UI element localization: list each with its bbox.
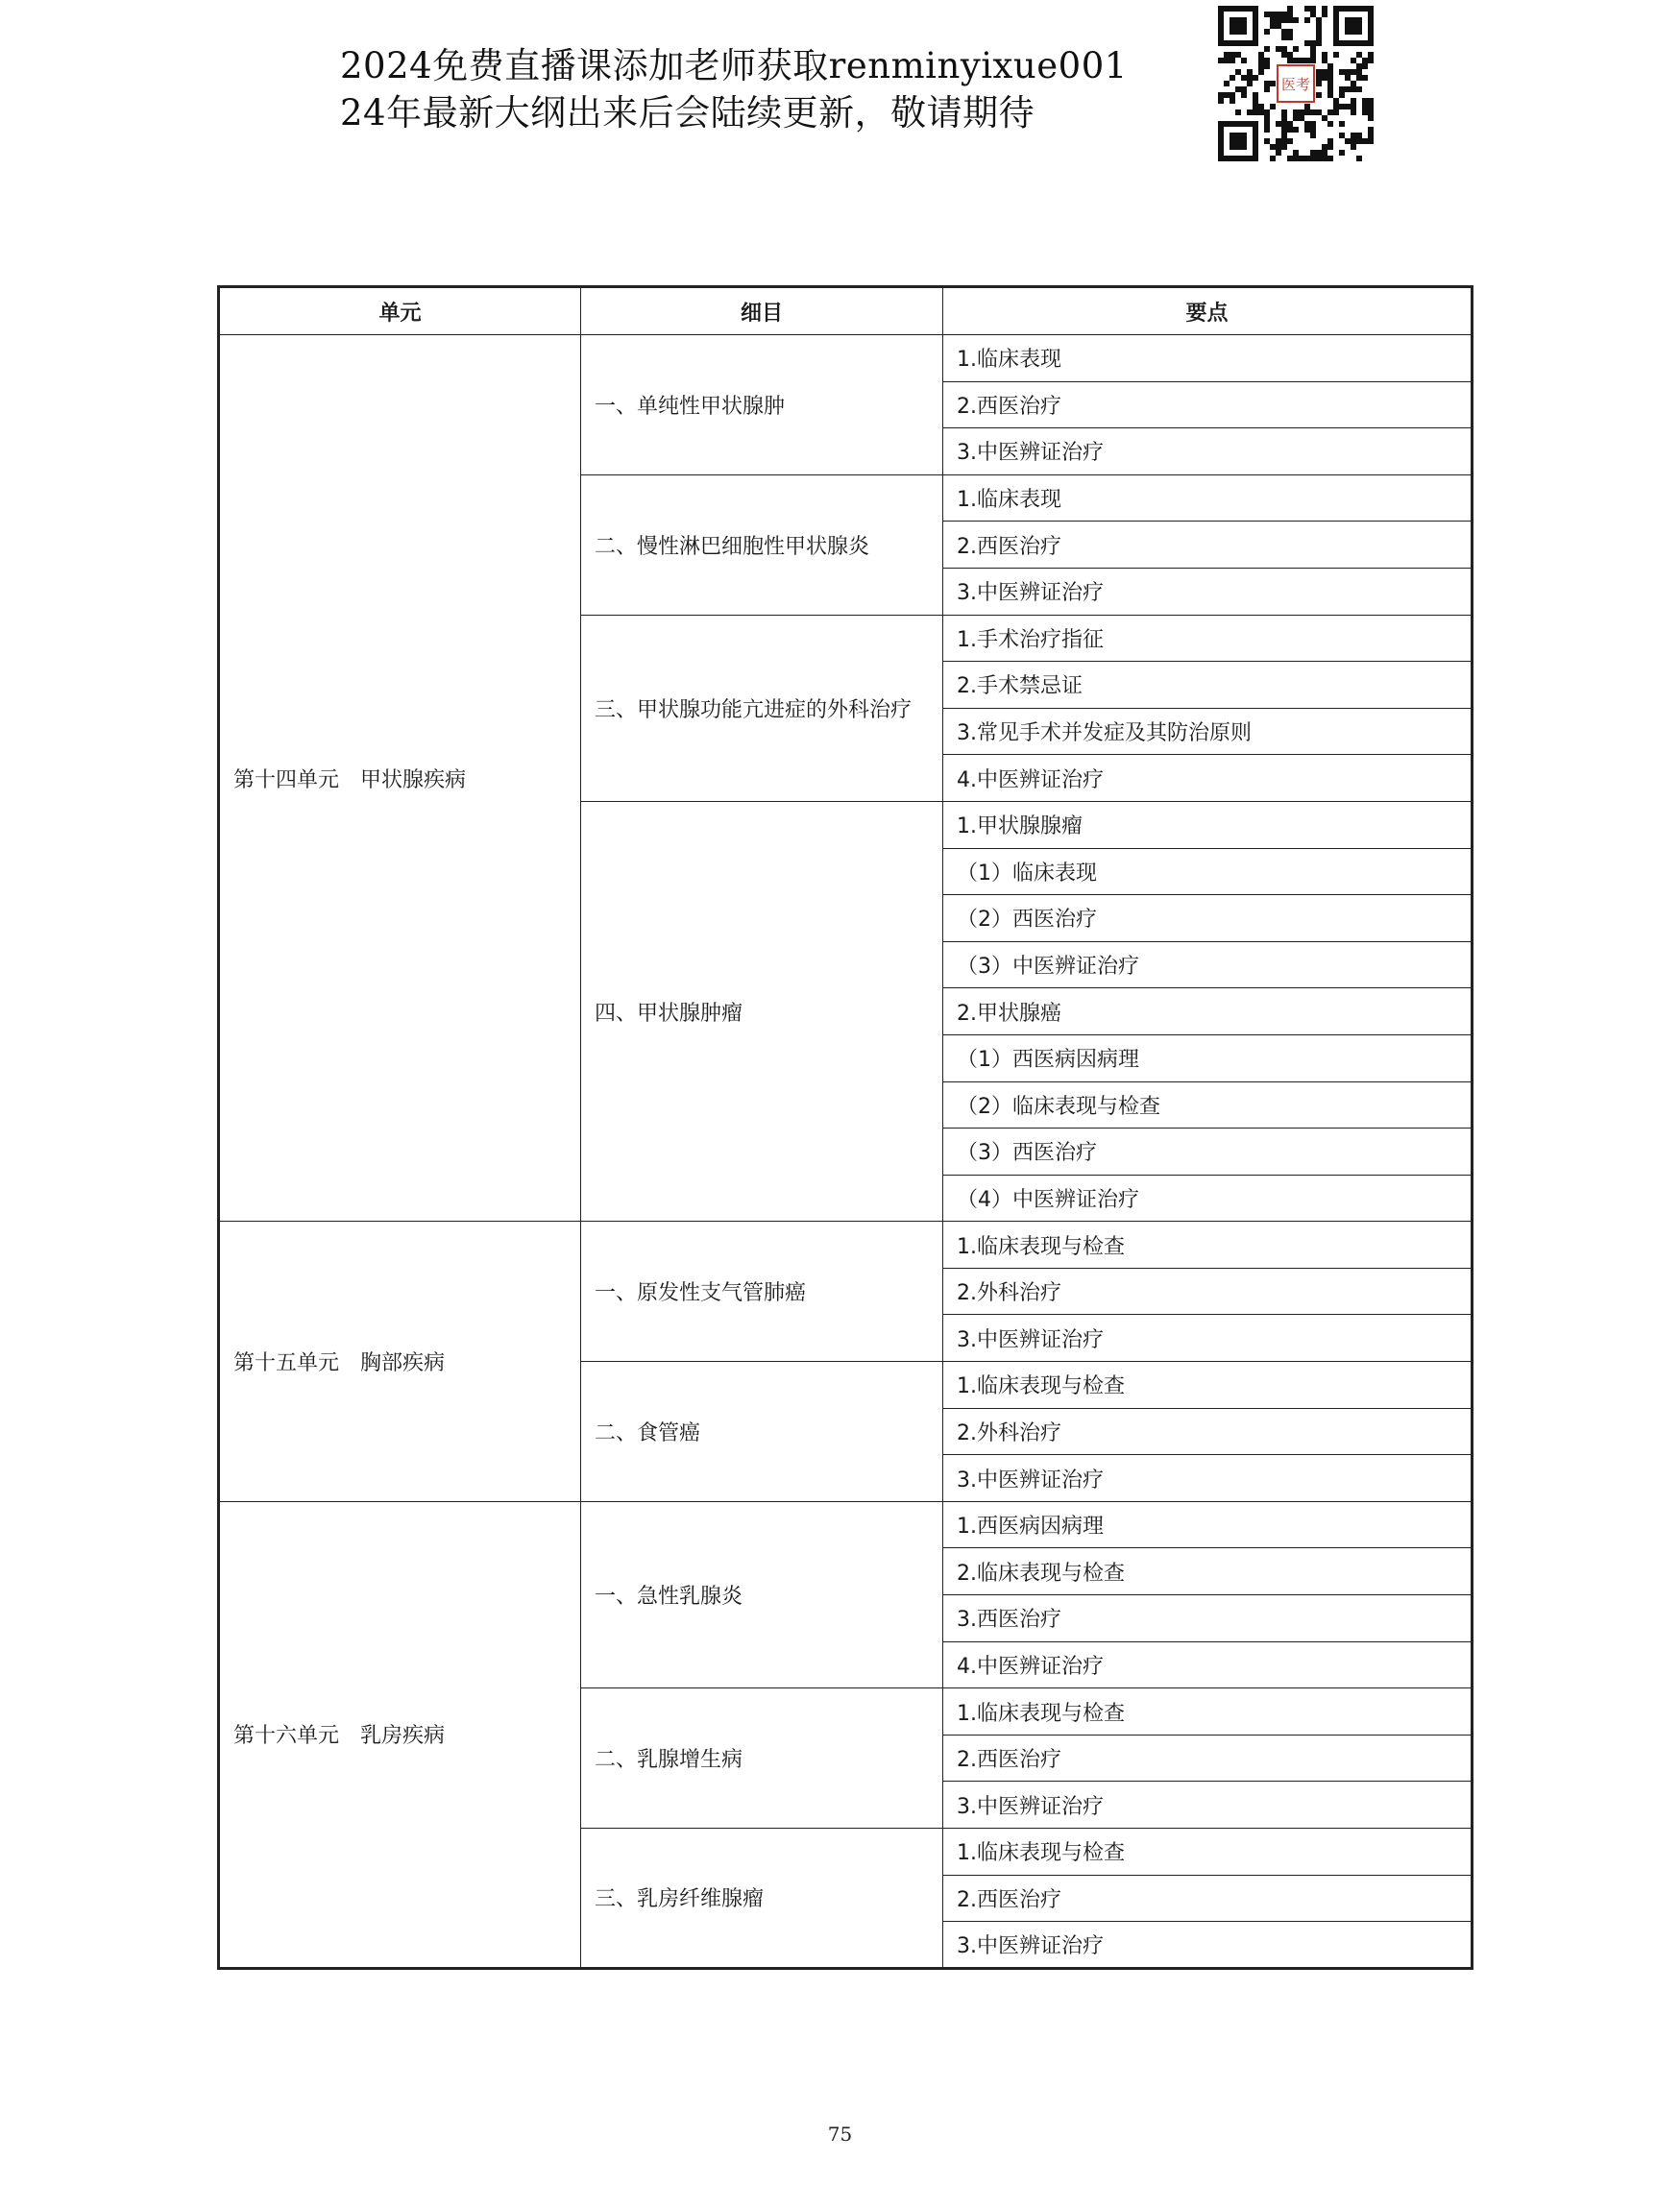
point-cell: 4.中医辨证治疗	[943, 755, 1473, 802]
point-cell: 2.临床表现与检查	[943, 1548, 1473, 1595]
item-cell: 一、单纯性甲状腺肿	[581, 335, 943, 475]
point-cell: 1.甲状腺腺瘤	[943, 801, 1473, 848]
point-cell: 2.西医治疗	[943, 1735, 1473, 1782]
point-cell: 4.中医辨证治疗	[943, 1641, 1473, 1688]
point-cell: （1）临床表现	[943, 848, 1473, 895]
point-cell: 2.甲状腺癌	[943, 988, 1473, 1035]
point-cell: （2）西医治疗	[943, 895, 1473, 942]
point-cell: （2）临床表现与检查	[943, 1081, 1473, 1129]
item-cell: 一、原发性支气管肺癌	[581, 1222, 943, 1362]
point-cell: 1.临床表现与检查	[943, 1222, 1473, 1269]
table-body	[219, 335, 1473, 1969]
unit-cell: 第十六单元 乳房疾病	[219, 1501, 581, 1968]
point-cell: （4）中医辨证治疗	[943, 1175, 1473, 1222]
item-cell: 二、食管癌	[581, 1362, 943, 1502]
syllabus-table	[217, 285, 1473, 1970]
point-cell: 3.中医辨证治疗	[943, 1782, 1473, 1829]
point-cell: 3.西医治疗	[943, 1595, 1473, 1642]
unit-cell: 第十五单元 胸部疾病	[219, 1222, 581, 1502]
header-text	[340, 42, 1128, 136]
point-cell: 2.西医治疗	[943, 522, 1473, 569]
header-line-2: 24年最新大纲出来后会陆续更新，敬请期待	[340, 92, 1035, 134]
table-row	[219, 1501, 1473, 1548]
point-cell: 3.中医辨证治疗	[943, 1315, 1473, 1362]
point-cell: 1.临床表现与检查	[943, 1829, 1473, 1876]
point-cell: 1.西医病因病理	[943, 1501, 1473, 1548]
item-cell: 四、甲状腺肿瘤	[581, 801, 943, 1221]
point-cell: 1.临床表现	[943, 474, 1473, 522]
qr-code-icon	[1218, 6, 1374, 161]
header-cell-point: 要点	[943, 287, 1473, 335]
point-cell: 2.外科治疗	[943, 1268, 1473, 1315]
item-cell: 三、甲状腺功能亢进症的外科治疗	[581, 615, 943, 801]
point-cell: 1.手术治疗指征	[943, 615, 1473, 662]
point-cell: 2.手术禁忌证	[943, 662, 1473, 709]
point-cell: 2.西医治疗	[943, 1875, 1473, 1922]
point-cell: （3）西医治疗	[943, 1129, 1473, 1176]
table-header-row	[219, 287, 1473, 335]
item-cell: 二、慢性淋巴细胞性甲状腺炎	[581, 474, 943, 615]
point-cell: 1.临床表现	[943, 335, 1473, 382]
point-cell: （3）中医辨证治疗	[943, 941, 1473, 988]
point-cell: 3.中医辨证治疗	[943, 1455, 1473, 1502]
point-cell: 2.外科治疗	[943, 1408, 1473, 1455]
header-cell-item: 细目	[581, 287, 943, 335]
item-cell: 二、乳腺增生病	[581, 1688, 943, 1829]
table-row	[219, 1222, 1473, 1269]
point-cell: 3.中医辨证治疗	[943, 568, 1473, 615]
point-cell: 2.西医治疗	[943, 381, 1473, 428]
header-cell-unit: 单元	[219, 287, 581, 335]
point-cell: 1.临床表现与检查	[943, 1688, 1473, 1736]
item-cell: 一、急性乳腺炎	[581, 1501, 943, 1687]
point-cell: （1）西医病因病理	[943, 1034, 1473, 1081]
header-line-1: 2024免费直播课添加老师获取renminyixue001	[340, 45, 1128, 86]
point-cell: 3.中医辨证治疗	[943, 1922, 1473, 1969]
point-cell: 3.常见手术并发症及其防治原则	[943, 708, 1473, 755]
unit-cell: 第十四单元 甲状腺疾病	[219, 335, 581, 1222]
point-cell: 3.中医辨证治疗	[943, 428, 1473, 475]
point-cell: 1.临床表现与检查	[943, 1362, 1473, 1409]
item-cell: 三、乳房纤维腺瘤	[581, 1829, 943, 1969]
qr-center-label: 医考	[1280, 76, 1311, 93]
table-row	[219, 335, 1473, 382]
page-number: 75	[827, 2123, 853, 2146]
